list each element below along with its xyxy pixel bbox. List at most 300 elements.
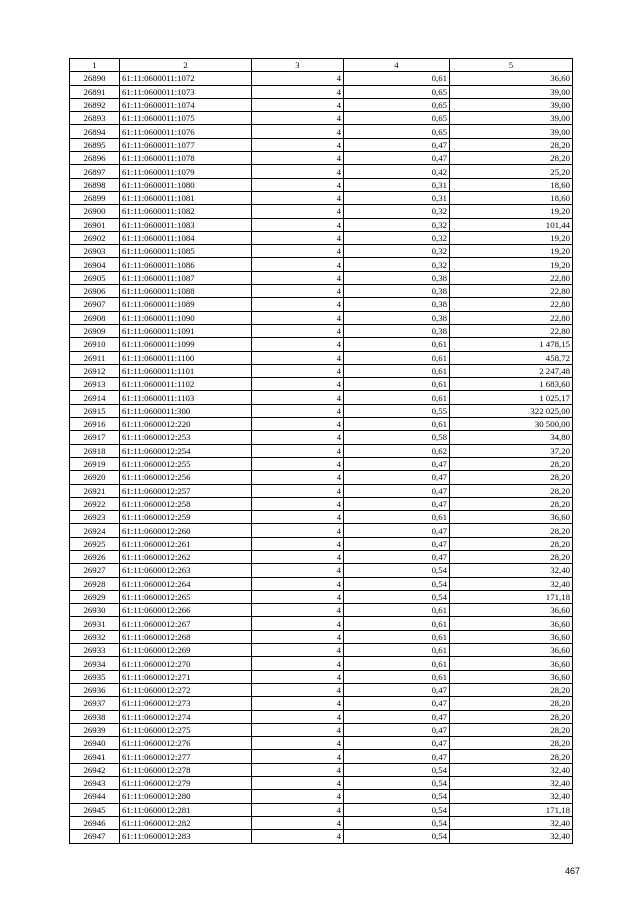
table-cell-col-4: 0,38 — [344, 324, 450, 337]
table-row — [70, 737, 573, 750]
table-cell-col-5: 36,60 — [450, 604, 573, 617]
table-cell-col-2: 61:11:0600011:1088 — [120, 285, 252, 298]
table-cell-col-1: 26913 — [70, 378, 120, 391]
table-cell-col-2: 61:11:0600012:253 — [120, 431, 252, 444]
table-cell-col-5: 28,20 — [450, 710, 573, 723]
table-cell-col-3: 4 — [252, 218, 344, 231]
table-cell-col-2: 61:11:0600012:262 — [120, 550, 252, 563]
table-cell-col-3: 4 — [252, 524, 344, 537]
table-cell-col-2: 61:11:0600011:1073 — [120, 85, 252, 98]
page-number: 467 — [565, 866, 581, 876]
table-cell-col-4: 0,65 — [344, 125, 450, 138]
table-cell-col-4: 0,32 — [344, 205, 450, 218]
table-cell-col-4: 0,47 — [344, 723, 450, 736]
table-cell-col-1: 26899 — [70, 191, 120, 204]
table-cell-col-1: 26901 — [70, 218, 120, 231]
table-cell-col-2: 61:11:0600012:276 — [120, 737, 252, 750]
table-cell-col-1: 26919 — [70, 457, 120, 470]
table-cell-col-2: 61:11:0600012:257 — [120, 484, 252, 497]
table-row — [70, 404, 573, 417]
table-row — [70, 644, 573, 657]
table-row — [70, 524, 573, 537]
table-cell-col-2: 61:11:0600012:270 — [120, 657, 252, 670]
table-cell-col-5: 28,20 — [450, 524, 573, 537]
table-cell-col-1: 26938 — [70, 710, 120, 723]
table-cell-col-3: 4 — [252, 378, 344, 391]
table-cell-col-5: 30 500,00 — [450, 418, 573, 431]
table-cell-col-4: 0,47 — [344, 710, 450, 723]
table-row — [70, 777, 573, 790]
header-col-2: 2 — [120, 59, 252, 72]
table-cell-col-5: 36,60 — [450, 617, 573, 630]
table-cell-col-4: 0,38 — [344, 285, 450, 298]
table-row — [70, 245, 573, 258]
table-cell-col-1: 26918 — [70, 444, 120, 457]
table-cell-col-2: 61:11:0600012:266 — [120, 604, 252, 617]
table-cell-col-3: 4 — [252, 205, 344, 218]
table-cell-col-1: 26915 — [70, 404, 120, 417]
table-cell-col-2: 61:11:0600012:265 — [120, 590, 252, 603]
table-cell-col-1: 26933 — [70, 644, 120, 657]
table-cell-col-1: 26945 — [70, 803, 120, 816]
table-row — [70, 710, 573, 723]
table-row — [70, 790, 573, 803]
table-cell-col-3: 4 — [252, 85, 344, 98]
table-cell-col-4: 0,47 — [344, 152, 450, 165]
table-cell-col-3: 4 — [252, 697, 344, 710]
table-cell-col-2: 61:11:0600011:1080 — [120, 178, 252, 191]
table-cell-col-4: 0,38 — [344, 311, 450, 324]
table-cell-col-4: 0,61 — [344, 391, 450, 404]
table-cell-col-3: 4 — [252, 351, 344, 364]
table-row — [70, 152, 573, 165]
table-cell-col-4: 0,61 — [344, 338, 450, 351]
table-row — [70, 444, 573, 457]
table-cell-col-4: 0,61 — [344, 630, 450, 643]
table-row — [70, 324, 573, 337]
table-cell-col-1: 26924 — [70, 524, 120, 537]
table-cell-col-3: 4 — [252, 790, 344, 803]
table-cell-col-2: 61:11:0600011:1089 — [120, 298, 252, 311]
table-cell-col-3: 4 — [252, 245, 344, 258]
table-cell-col-3: 4 — [252, 550, 344, 563]
table-cell-col-5: 2 247,48 — [450, 364, 573, 377]
table-cell-col-4: 0,54 — [344, 564, 450, 577]
table-cell-col-2: 61:11:0600011:1087 — [120, 271, 252, 284]
table-cell-col-5: 39,00 — [450, 85, 573, 98]
table-cell-col-3: 4 — [252, 723, 344, 736]
table-cell-col-2: 61:11:0600012:277 — [120, 750, 252, 763]
table-cell-col-3: 4 — [252, 484, 344, 497]
table-cell-col-1: 26914 — [70, 391, 120, 404]
table-cell-col-2: 61:11:0600012:272 — [120, 683, 252, 696]
table-cell-col-1: 26910 — [70, 338, 120, 351]
header-col-3: 3 — [252, 59, 344, 72]
table-cell-col-1: 26907 — [70, 298, 120, 311]
table-cell-col-4: 0,65 — [344, 98, 450, 111]
table-cell-col-3: 4 — [252, 777, 344, 790]
table-cell-col-3: 4 — [252, 457, 344, 470]
table-cell-col-4: 0,54 — [344, 830, 450, 843]
table-cell-col-4: 0,54 — [344, 790, 450, 803]
table-cell-col-3: 4 — [252, 271, 344, 284]
table-cell-col-3: 4 — [252, 191, 344, 204]
table-cell-col-3: 4 — [252, 152, 344, 165]
header-col-1: 1 — [70, 59, 120, 72]
table-row — [70, 497, 573, 510]
table-cell-col-2: 61:11:0600012:263 — [120, 564, 252, 577]
table-cell-col-5: 19,20 — [450, 231, 573, 244]
table-cell-col-5: 28,20 — [450, 683, 573, 696]
table-cell-col-5: 32,40 — [450, 777, 573, 790]
table-cell-col-1: 26893 — [70, 112, 120, 125]
table-cell-col-5: 19,20 — [450, 205, 573, 218]
table-cell-col-3: 4 — [252, 763, 344, 776]
table-cell-col-5: 22,80 — [450, 311, 573, 324]
table-row — [70, 258, 573, 271]
table-cell-col-4: 0,61 — [344, 670, 450, 683]
table-row — [70, 418, 573, 431]
table-row — [70, 231, 573, 244]
table-cell-col-3: 4 — [252, 444, 344, 457]
table-cell-col-5: 34,80 — [450, 431, 573, 444]
table-cell-col-3: 4 — [252, 537, 344, 550]
table-cell-col-1: 26927 — [70, 564, 120, 577]
table-cell-col-3: 4 — [252, 231, 344, 244]
table-cell-col-3: 4 — [252, 511, 344, 524]
table-cell-col-4: 0,32 — [344, 258, 450, 271]
table-cell-col-2: 61:11:0600011:1081 — [120, 191, 252, 204]
table-row — [70, 112, 573, 125]
table-cell-col-4: 0,32 — [344, 245, 450, 258]
table-cell-col-2: 61:11:0600011:1074 — [120, 98, 252, 111]
table-cell-col-1: 26930 — [70, 604, 120, 617]
header-row — [70, 59, 573, 72]
table-cell-col-5: 37,20 — [450, 444, 573, 457]
table-cell-col-2: 61:11:0600012:256 — [120, 471, 252, 484]
table-row — [70, 630, 573, 643]
table-row — [70, 457, 573, 470]
table-cell-col-1: 26931 — [70, 617, 120, 630]
table-cell-col-5: 28,20 — [450, 497, 573, 510]
table-cell-col-5: 39,00 — [450, 112, 573, 125]
table-cell-col-1: 26922 — [70, 497, 120, 510]
table-row — [70, 763, 573, 776]
table-row — [70, 816, 573, 829]
table-row — [70, 285, 573, 298]
table-cell-col-4: 0,47 — [344, 737, 450, 750]
table-row — [70, 723, 573, 736]
table-cell-col-3: 4 — [252, 471, 344, 484]
table-cell-col-3: 4 — [252, 737, 344, 750]
table-row — [70, 604, 573, 617]
table-cell-col-3: 4 — [252, 816, 344, 829]
cadastral-table — [69, 58, 573, 844]
table-cell-col-1: 26946 — [70, 816, 120, 829]
table-cell-col-1: 26894 — [70, 125, 120, 138]
table-cell-col-5: 39,00 — [450, 125, 573, 138]
table-cell-col-4: 0,38 — [344, 298, 450, 311]
table-cell-col-2: 61:11:0600011:1091 — [120, 324, 252, 337]
table-cell-col-3: 4 — [252, 657, 344, 670]
table-cell-col-5: 28,20 — [450, 152, 573, 165]
table-cell-col-5: 28,20 — [450, 697, 573, 710]
table-cell-col-1: 26926 — [70, 550, 120, 563]
table-cell-col-2: 61:11:0600011:300 — [120, 404, 252, 417]
table-row — [70, 657, 573, 670]
table-row — [70, 165, 573, 178]
table-row — [70, 338, 573, 351]
table-cell-col-2: 61:11:0600011:1099 — [120, 338, 252, 351]
table-cell-col-4: 0,54 — [344, 590, 450, 603]
table-cell-col-5: 32,40 — [450, 830, 573, 843]
table-row — [70, 550, 573, 563]
table-cell-col-2: 61:11:0600012:275 — [120, 723, 252, 736]
table-cell-col-1: 26891 — [70, 85, 120, 98]
table-cell-col-2: 61:11:0600011:1079 — [120, 165, 252, 178]
table-cell-col-5: 101,44 — [450, 218, 573, 231]
table-cell-col-2: 61:11:0600012:280 — [120, 790, 252, 803]
table-cell-col-4: 0,61 — [344, 72, 450, 85]
table-cell-col-1: 26939 — [70, 723, 120, 736]
table-cell-col-2: 61:11:0600012:255 — [120, 457, 252, 470]
table-cell-col-1: 26916 — [70, 418, 120, 431]
table-cell-col-1: 26942 — [70, 763, 120, 776]
table-row — [70, 683, 573, 696]
table-cell-col-1: 26890 — [70, 72, 120, 85]
table-cell-col-5: 28,20 — [450, 484, 573, 497]
table-cell-col-5: 36,60 — [450, 630, 573, 643]
table-cell-col-3: 4 — [252, 630, 344, 643]
table-cell-col-1: 26941 — [70, 750, 120, 763]
table-cell-col-4: 0,61 — [344, 617, 450, 630]
table-cell-col-1: 26895 — [70, 138, 120, 151]
table-cell-col-4: 0,61 — [344, 418, 450, 431]
table-cell-col-3: 4 — [252, 391, 344, 404]
table-cell-col-4: 0,61 — [344, 604, 450, 617]
table-cell-col-4: 0,31 — [344, 191, 450, 204]
table-cell-col-2: 61:11:0600012:269 — [120, 644, 252, 657]
table-cell-col-2: 61:11:0600012:220 — [120, 418, 252, 431]
table-cell-col-1: 26902 — [70, 231, 120, 244]
table-cell-col-4: 0,47 — [344, 683, 450, 696]
table-cell-col-1: 26911 — [70, 351, 120, 364]
table-row — [70, 205, 573, 218]
header-col-4: 4 — [344, 59, 450, 72]
table-cell-col-1: 26928 — [70, 577, 120, 590]
table-cell-col-4: 0,58 — [344, 431, 450, 444]
table-cell-col-4: 0,61 — [344, 364, 450, 377]
table-cell-col-4: 0,54 — [344, 577, 450, 590]
table-cell-col-2: 61:11:0600012:267 — [120, 617, 252, 630]
table-cell-col-3: 4 — [252, 258, 344, 271]
table-cell-col-4: 0,47 — [344, 471, 450, 484]
table-row — [70, 271, 573, 284]
table-row — [70, 351, 573, 364]
table-cell-col-2: 61:11:0600012:273 — [120, 697, 252, 710]
table-cell-col-5: 322 025,00 — [450, 404, 573, 417]
table-cell-col-5: 32,40 — [450, 763, 573, 776]
table-cell-col-3: 4 — [252, 418, 344, 431]
table-cell-col-5: 28,20 — [450, 550, 573, 563]
table-cell-col-3: 4 — [252, 285, 344, 298]
table-cell-col-5: 1 478,15 — [450, 338, 573, 351]
table-cell-col-1: 26908 — [70, 311, 120, 324]
table-row — [70, 298, 573, 311]
table-cell-col-4: 0,38 — [344, 271, 450, 284]
table-cell-col-2: 61:11:0600012:271 — [120, 670, 252, 683]
table-cell-col-3: 4 — [252, 72, 344, 85]
table-cell-col-3: 4 — [252, 311, 344, 324]
table-row — [70, 564, 573, 577]
table-row — [70, 830, 573, 843]
table-cell-col-1: 26906 — [70, 285, 120, 298]
table-cell-col-2: 61:11:0600011:1090 — [120, 311, 252, 324]
table-cell-col-2: 61:11:0600012:254 — [120, 444, 252, 457]
table-cell-col-5: 32,40 — [450, 564, 573, 577]
table-cell-col-5: 36,60 — [450, 72, 573, 85]
table-cell-col-3: 4 — [252, 98, 344, 111]
table-cell-col-2: 61:11:0600012:260 — [120, 524, 252, 537]
table-cell-col-1: 26900 — [70, 205, 120, 218]
table-cell-col-1: 26940 — [70, 737, 120, 750]
table-cell-col-4: 0,61 — [344, 351, 450, 364]
table-cell-col-3: 4 — [252, 710, 344, 723]
table-cell-col-2: 61:11:0600011:1103 — [120, 391, 252, 404]
table-row — [70, 617, 573, 630]
table-row — [70, 511, 573, 524]
table-cell-col-1: 26912 — [70, 364, 120, 377]
table-cell-col-4: 0,65 — [344, 112, 450, 125]
table-cell-col-5: 19,20 — [450, 245, 573, 258]
table-cell-col-3: 4 — [252, 670, 344, 683]
table-cell-col-1: 26905 — [70, 271, 120, 284]
table-cell-col-4: 0,54 — [344, 777, 450, 790]
table-row — [70, 431, 573, 444]
table-cell-col-1: 26934 — [70, 657, 120, 670]
table-cell-col-5: 171,18 — [450, 590, 573, 603]
table-row — [70, 138, 573, 151]
table-cell-col-5: 39,00 — [450, 98, 573, 111]
table-cell-col-3: 4 — [252, 112, 344, 125]
table-cell-col-4: 0,61 — [344, 657, 450, 670]
table-cell-col-3: 4 — [252, 577, 344, 590]
table-cell-col-1: 26896 — [70, 152, 120, 165]
table-cell-col-3: 4 — [252, 178, 344, 191]
table-row — [70, 577, 573, 590]
table-cell-col-4: 0,47 — [344, 138, 450, 151]
table-cell-col-1: 26898 — [70, 178, 120, 191]
table-cell-col-3: 4 — [252, 298, 344, 311]
table-cell-col-5: 18,60 — [450, 178, 573, 191]
table-cell-col-2: 61:11:0600011:1076 — [120, 125, 252, 138]
table-cell-col-5: 19,20 — [450, 258, 573, 271]
table-cell-col-3: 4 — [252, 165, 344, 178]
table-cell-col-1: 26923 — [70, 511, 120, 524]
table-cell-col-2: 61:11:0600012:261 — [120, 537, 252, 550]
table-cell-col-2: 61:11:0600011:1082 — [120, 205, 252, 218]
table-cell-col-3: 4 — [252, 564, 344, 577]
table-row — [70, 537, 573, 550]
table-cell-col-4: 0,42 — [344, 165, 450, 178]
table-cell-col-2: 61:11:0600012:279 — [120, 777, 252, 790]
table-cell-col-4: 0,47 — [344, 550, 450, 563]
table-cell-col-1: 26943 — [70, 777, 120, 790]
table-cell-col-4: 0,32 — [344, 231, 450, 244]
table-cell-col-3: 4 — [252, 644, 344, 657]
table-cell-col-3: 4 — [252, 338, 344, 351]
table-cell-col-2: 61:11:0600011:1100 — [120, 351, 252, 364]
table-cell-col-2: 61:11:0600011:1101 — [120, 364, 252, 377]
table-cell-col-2: 61:11:0600012:274 — [120, 710, 252, 723]
table-cell-col-1: 26921 — [70, 484, 120, 497]
table-cell-col-3: 4 — [252, 830, 344, 843]
table-cell-col-5: 36,60 — [450, 644, 573, 657]
table-row — [70, 125, 573, 138]
table-cell-col-3: 4 — [252, 324, 344, 337]
table-cell-col-2: 61:11:0600011:1072 — [120, 72, 252, 85]
table-cell-col-5: 28,20 — [450, 737, 573, 750]
table-row — [70, 85, 573, 98]
table-row — [70, 750, 573, 763]
table-cell-col-2: 61:11:0600011:1085 — [120, 245, 252, 258]
table-cell-col-1: 26944 — [70, 790, 120, 803]
table-cell-col-4: 0,62 — [344, 444, 450, 457]
table-row — [70, 311, 573, 324]
table-cell-col-2: 61:11:0600012:264 — [120, 577, 252, 590]
table-cell-col-5: 32,40 — [450, 790, 573, 803]
table-cell-col-5: 28,20 — [450, 457, 573, 470]
table-cell-col-4: 0,47 — [344, 457, 450, 470]
table-cell-col-5: 18,60 — [450, 191, 573, 204]
table-row — [70, 670, 573, 683]
table-cell-col-4: 0,47 — [344, 750, 450, 763]
table-cell-col-4: 0,54 — [344, 763, 450, 776]
table-cell-col-2: 61:11:0600011:1102 — [120, 378, 252, 391]
table-cell-col-3: 4 — [252, 617, 344, 630]
table-row — [70, 590, 573, 603]
table-cell-col-3: 4 — [252, 750, 344, 763]
table-cell-col-2: 61:11:0600011:1077 — [120, 138, 252, 151]
table-cell-col-2: 61:11:0600011:1084 — [120, 231, 252, 244]
table-cell-col-2: 61:11:0600012:282 — [120, 816, 252, 829]
table-cell-col-4: 0,32 — [344, 218, 450, 231]
table-cell-col-2: 61:11:0600012:259 — [120, 511, 252, 524]
table-row — [70, 364, 573, 377]
table-row — [70, 803, 573, 816]
table-cell-col-5: 28,20 — [450, 750, 573, 763]
table-cell-col-1: 26935 — [70, 670, 120, 683]
table-row — [70, 178, 573, 191]
table-cell-col-3: 4 — [252, 590, 344, 603]
table-cell-col-1: 26932 — [70, 630, 120, 643]
table-cell-col-5: 36,60 — [450, 657, 573, 670]
table-cell-col-5: 1 683,60 — [450, 378, 573, 391]
table-cell-col-1: 26903 — [70, 245, 120, 258]
table-cell-col-5: 36,60 — [450, 511, 573, 524]
table-cell-col-1: 26920 — [70, 471, 120, 484]
table-cell-col-3: 4 — [252, 364, 344, 377]
table-cell-col-2: 61:11:0600011:1078 — [120, 152, 252, 165]
table-cell-col-2: 61:11:0600012:278 — [120, 763, 252, 776]
table-cell-col-4: 0,54 — [344, 816, 450, 829]
table-cell-col-2: 61:11:0600011:1075 — [120, 112, 252, 125]
table-cell-col-4: 0,65 — [344, 85, 450, 98]
table-cell-col-5: 25,20 — [450, 165, 573, 178]
table-cell-col-5: 32,40 — [450, 577, 573, 590]
table-cell-col-1: 26925 — [70, 537, 120, 550]
table-row — [70, 72, 573, 85]
